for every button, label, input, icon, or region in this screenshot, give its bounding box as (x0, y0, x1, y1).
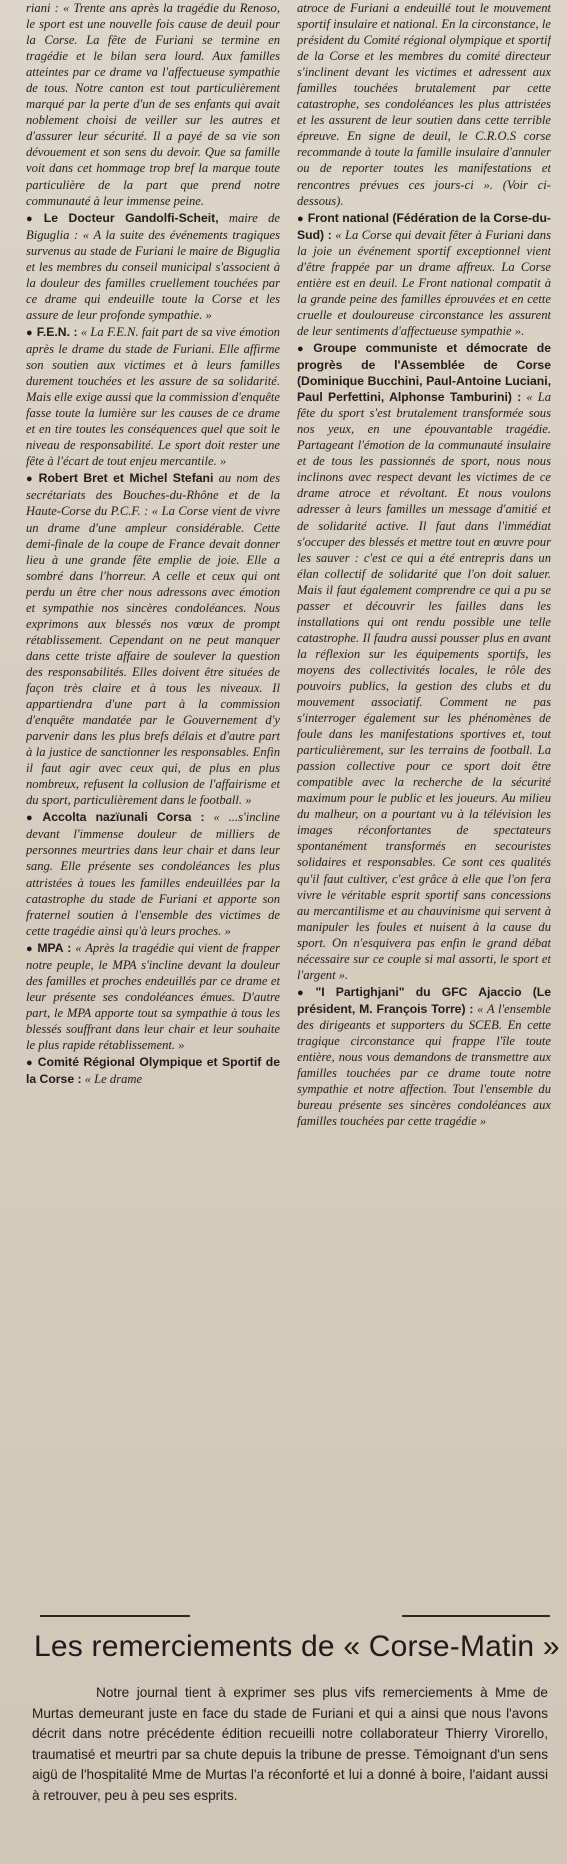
article-columns (26, 0, 551, 1595)
speaker-name: Robert Bret et Michel Stefani (38, 471, 214, 486)
thanks-paragraph: Notre journal tient à exprimer ses plus vifs remerciements à Mme de Murtas demeurant juste en face du stade de Furiani et qui a ainsi que nous l'avons décrit dans notre précédente édition recueilli notre collaborateur Thierry Virorello, traumatisé et meurtri par sa chute depuis la tribune de presse. Témoignant d'un sens aigü de l'hospitalité Mme de Murtas l'a réconforté et lui a donné à boire, l'aidant aussi à retrouver, peu à peu ses esprits. (32, 1685, 548, 1803)
bullet-icon: ● (26, 473, 35, 486)
paragraph-groupe-communiste (297, 340, 551, 983)
paragraph-pcf (26, 470, 280, 808)
bullet-icon: ● (297, 986, 312, 999)
right-column (297, 0, 551, 1595)
paragraph-text: « A l'ensemble des dirigeants et supporters du SCEB. En cette tragique circonstance qui frappe l'île toute entière, nous vous demandons de transmettre aux familles touchées par ce drame toute notre sympathie et notre affection. Tout l'ensemble du bureau présente ses sincères condoléances aux familles touchées par cette tragédie » (297, 1001, 551, 1129)
speaker-name: MPA : (37, 940, 72, 955)
left-column (26, 0, 280, 1595)
paragraph-front-national (297, 210, 551, 339)
paragraph-gandolfi (26, 210, 280, 323)
paragraph-text: « La fête du sport s'est brutalement transformée sous nos yeux, en une épouvantable tragédie. Partageant l'émotion de la communauté insulaire et de tous les passionnés de sport, nous nous inclinons avec respect devant les victimes de ce drame atroce et révoltant. Et nous voulons adresser à leurs familles un message d'amitié et de solidarité active. Il faut dans l'immédiat s'occuper des blessés et mettre tout en œuvre pour les sauver : c'est ce qui a été entrepris dans un élan collectif de solidarité que l'on doit saluer. Mais il faut également comprendre ce qui a pu se passer et découvrir les failles dans les installations qui ont rendu possible une telle catastrophe. Il faudra aussi pousser plus en avant la réflexion sur les équipements sportifs, les moyens des collectivités locales, le rôle des pouvoirs publics, la gestion des clubs et du mouvement associatif. Comment ne pas s'interroger également sur les phénomènes de foule dans les manifestations sportives et, tout particulièrement, sur les terrains de football. La passion collective pour ce sport doit être compatible avec la recherche de la sécurité maximum pour le public et les joueurs. Au milieu du malheur, on a pourtant vu à la télévision les images réconfortantes de spectateurs spontanément transformés en secouristes solidaires et responsables. Ce sont ces qualités qu'il faut cultiver, c'est grâce à elle que l'on fera vivre le véritable esprit sportif sans concessions au mercantilisme et au chauvinisme qui servent à manipuler les foules et nuisent à la cause du sport. On n'esquivera pas enfin le grand débat nécessaire sur ce couple si mal assorti, le sport et l'argent ». (297, 390, 551, 982)
section-headline: Les remerciements de « Corse-Matin » (34, 1630, 560, 1663)
paragraph-text: « Le drame (84, 1072, 143, 1087)
paragraph-text: au nom des secrétariats des Bouches-du-Rhône et de la Haute-Corse du P.C.F. : « La Corse vient de vivre un drame d'une ampleur considérable. Cette demi-finale de la coupe de France devait donner lieu à une grande fête emplie de joie. Elle a sombré dans l'horreur. A celle et ceux qui ont perdu un être cher nous adressons avec émotion et sympathie nos sincères condoléances. Nous exprimons aux blessés nos vœux de prompt rétablissement. Cependant on ne peut manquer dans cette triste affaire de soulever la question des responsabilités. Elles doivent être situées de façon très claire et à tous les niveaux. Il appartiendra d'une part à la commission d'enquête mandatée par le Gouvernement d'y parvenir dans les plus brefs délais et d'autre part à la justice de sanctionner les responsables. Enfin il faut agir avec ceux qui, de plus en plus nombreux, refusent la collusion de l'affairisme et du sport, particulièrement dans le football. » (26, 471, 280, 808)
bullet-icon: ● (26, 326, 33, 339)
bullet-icon: ● (297, 342, 310, 355)
bullet-icon: ● (26, 1057, 34, 1070)
paragraph-text: atroce de Furiani a endeuillé tout le mouvement sportif insulaire et national. En la circonstance, le président du Comité régional olympique et sportif de la Corse et les membres du comité directeur s'inclinent devant les victimes et adressent aux familles touchées brutalement par cette catastrophe, ses condoléances les plus attristées et les assurent de leur soutien dans cette terrible épreuve. En signe de deuil, le C.R.O.S corse recommande à toute la famille insulaire d'annuler ou de reporter toutes les manifestations et rencontres prévues ces jours-ci ». (Voir ci-dessous). (297, 1, 551, 208)
paragraph-accolta (26, 809, 280, 938)
paragraph-mpa (26, 940, 280, 1053)
paragraph-text: « La Corse qui devait fêter à Furiani dans la joie un événement sportif exceptionnel vient d'être frappée par un drame affreux. La Corse entière est en deuil. Le Front national compatit à la grande peine des familles éprouvées et en cette cruelle et douloureuse circonstance les assurent de leur sentiments d'affectueuse sympathie ». (297, 227, 551, 338)
speaker-name: F.E.N. : (36, 324, 78, 339)
paragraph-renoso (26, 0, 280, 209)
section-divider (40, 1615, 190, 1617)
paragraph-cros (26, 1054, 280, 1087)
bullet-icon: ● (26, 212, 40, 225)
paragraph-text: « ...s'incline devant l'immense douleur de milliers de personnes meurtries dans leur chair et dans leur sang. Elle présente ses condoléances les plus attristées à toues les familles endeuillées par la catastrophe du stade de Furiani et apporte son fraternel soutien à l'ensemble des victimes de cette tragédie ainsi qu'à leurs proches. » (26, 810, 280, 938)
speaker-name: Front national (Fédération de la Corse-du-Sud) : (297, 210, 551, 242)
bullet-icon: ● (26, 812, 39, 825)
speaker-name: Comité Régional Olympique et Sportif de la Corse : (26, 1055, 280, 1087)
speaker-name: Le Docteur Gandolfi-Scheit, (43, 210, 219, 225)
bullet-icon: ● (297, 212, 304, 225)
paragraph-text: « Après la tragédie qui vient de frapper notre peuple, le MPA s'incline devant la douleur des familles et proches endeuillés par ce drame et leur présente ses condoléances émues. D'autre part, le MPA apporte tout sa sympathie à tous les blessés souffrant dans leur chair et leur souhaite le plus rapide rétablissement. » (26, 940, 280, 1052)
paragraph-text: riani : « Trente ans après la tragédie du Renoso, le sport est une nouvelle fois cause de deuil pour la Corse. La fête de Furiani se termine en tragédie et le bilan sera lourd. Aux familles atteintes par ce drame va l'affectueuse sympathie de tous. Notre canton est tout particulièrement marqué par la perte d'un de ses enfants qui avait noblement choisi de veiller sur les autres et d'assurer leur sécurité. Il a payé de sa vie son dévouement et son sens du devoir. Que sa famille voit dans cet hommage trop bref la marque toute particulière de la part que prend notre communauté à leur immense peine. (26, 1, 280, 208)
paragraph-text: maire de Biguglia : « A la suite des événements tragiques survenus au stade de Furiani le maire de Biguglia et les membres du conseil municipal s'associent à la douleur des familles cruellement touchées par ce drame qui endeuille toute la Corse et les assure de leur profonde sympathie. » (26, 210, 280, 322)
paragraph-cros-continued (297, 0, 551, 209)
speaker-name: Groupe communiste et démocrate de progrès de l'Assemblée de Corse (Dominique Bucchini, Paul-Antoine Luciani, Paul Perfettini, Alphonse Tamburini) : (297, 340, 551, 405)
paragraph-text: « La F.E.N. fait part de sa vive émotion après le drame du stade de Furiani. Elle affirme son soutien aux victimes et à leurs familles durement touchées et les assure de sa solidarité. Mais elle exige aussi que la commission d'enquête fasse toute la lumière sur les causes de ce drame et en tire toutes les conséquences quel que soit le niveau de responsabilité. Le sport doit rester une fête à l'écart de tout enjeu mercantile. » (26, 324, 280, 469)
speaker-name: Accolta nazïunali Corsa : (42, 810, 205, 825)
bullet-icon: ● (26, 942, 34, 955)
section-divider (402, 1615, 550, 1617)
paragraph-fen (26, 324, 280, 469)
paragraph-partighjani (297, 984, 551, 1129)
speaker-name: "I Partighjani" du GFC Ajaccio (Le président, M. François Torre) : (297, 984, 551, 1016)
